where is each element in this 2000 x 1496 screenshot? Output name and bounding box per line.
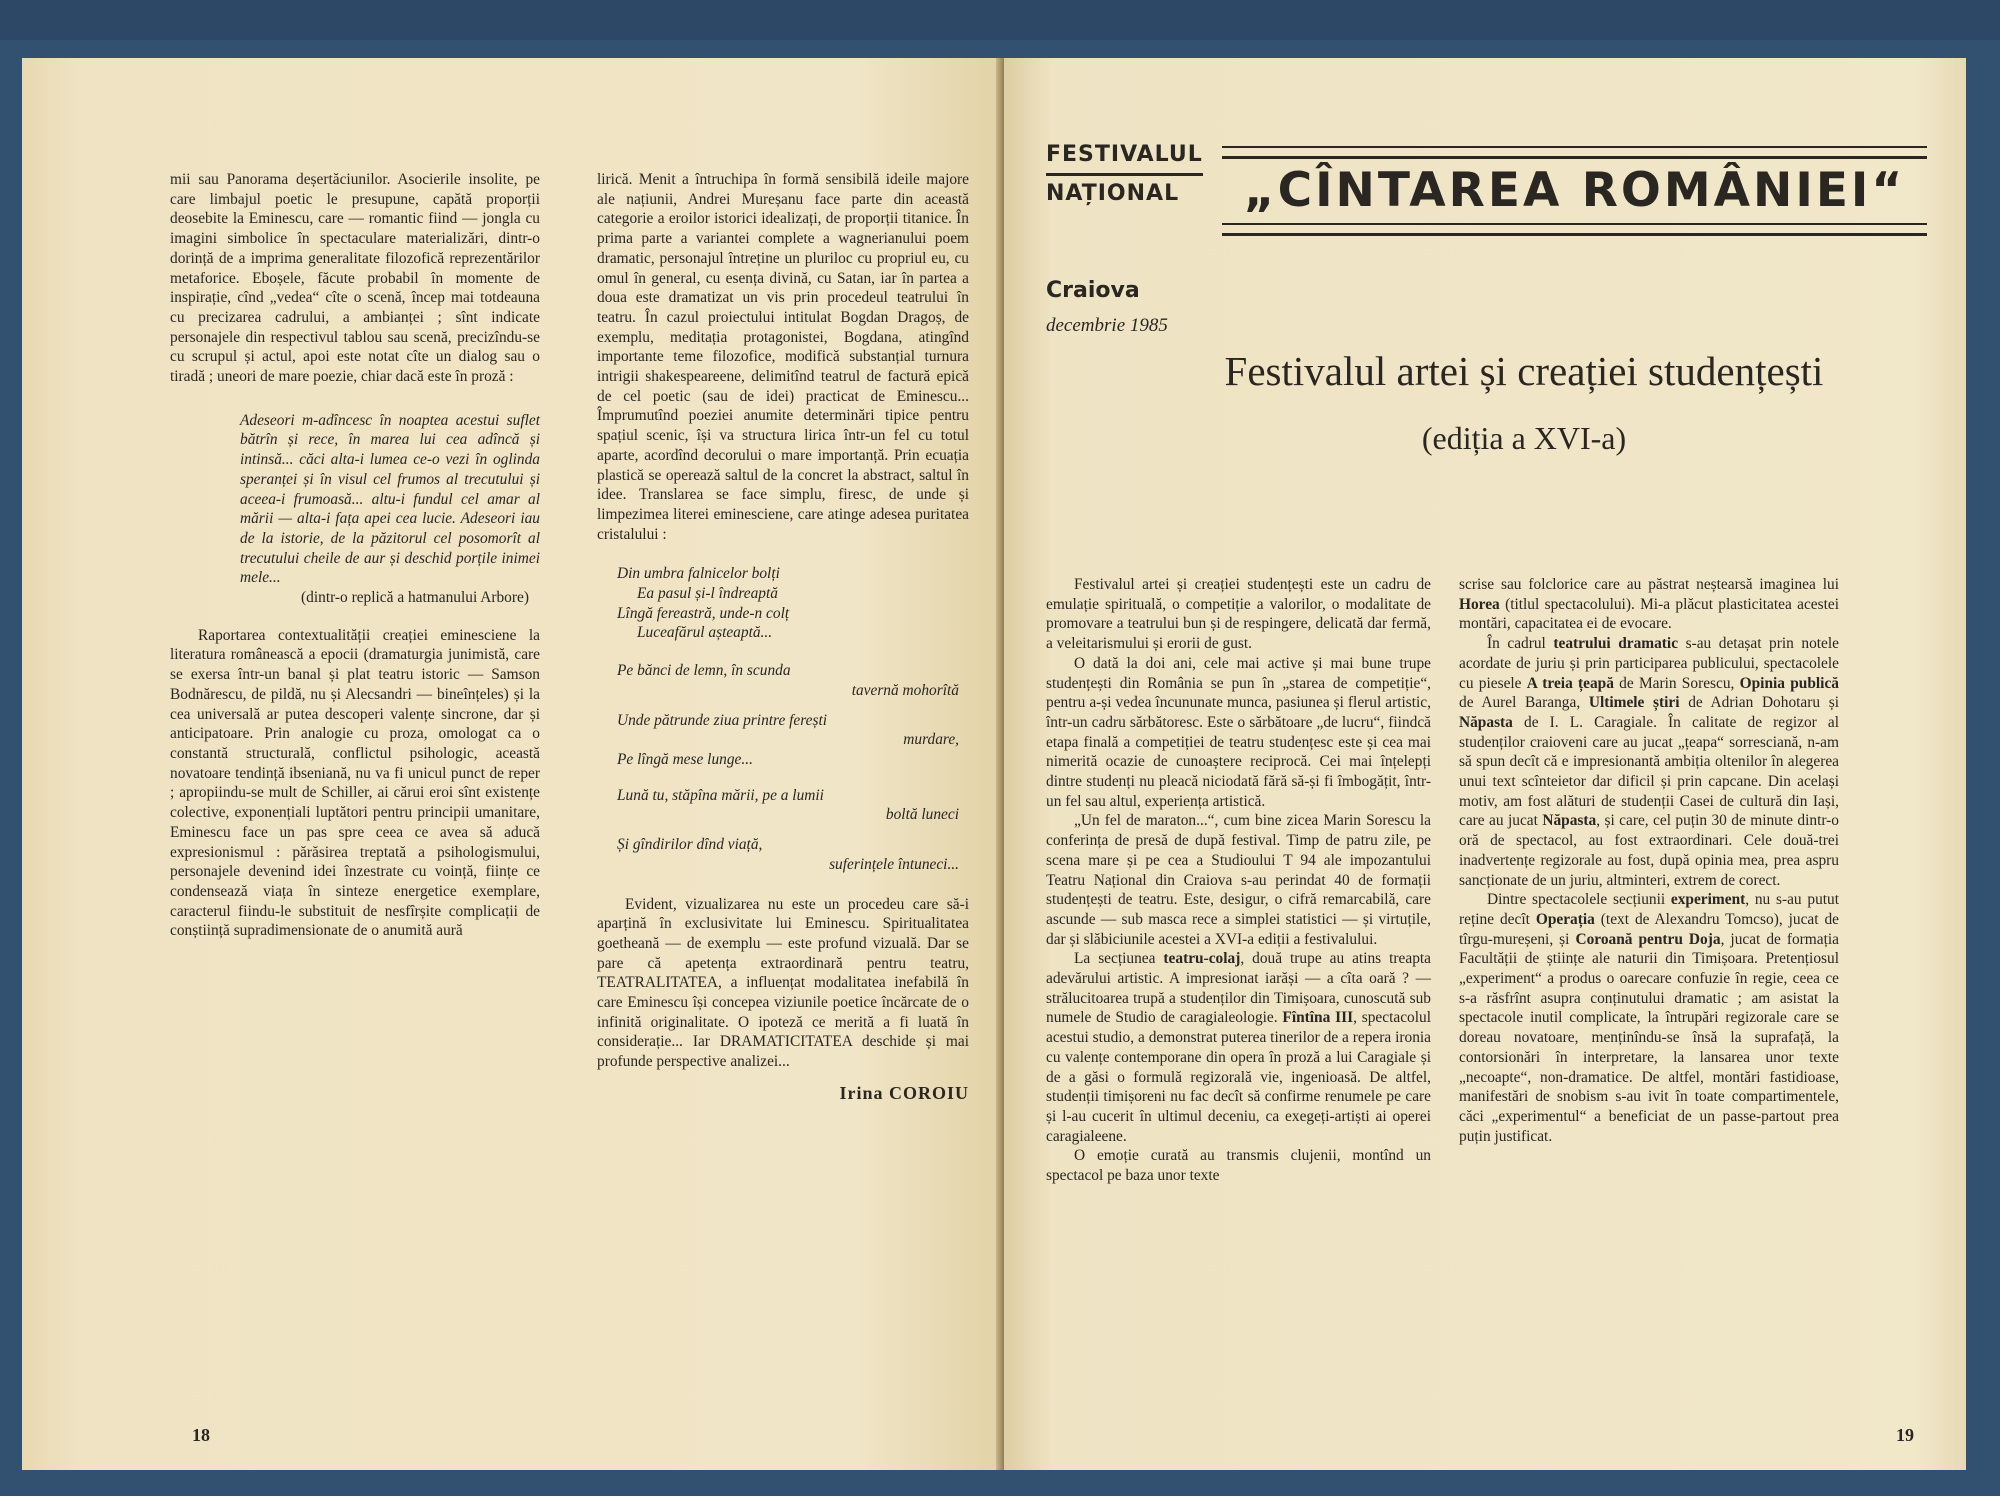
text-run: de Aurel Baranga, <box>1459 694 1589 712</box>
banner-line: NAȚIONAL <box>1046 181 1180 206</box>
paragraph <box>1459 634 1839 890</box>
left-column-1 <box>170 170 540 941</box>
quote-text: Adeseori m-adîncesc în noaptea acestui suflet bătrîn și rece, în marea lui cea adîncă și intinsă... căci alta-i lumea ce-o vezi în oglinda speranței și în visul cel frumos al trecutului și aceea-i frumoasă... altu-i fundul cel amar al mării — alta-i fața apei cea lucie. Adeseori iau de la istorie, de la păzitorul cel posomorît al trecutului cheile de aur și deschid porțile inimei mele... <box>240 411 540 587</box>
article-subheadline: (ediția a XVI-a) <box>1421 420 1627 456</box>
left-page <box>22 58 1002 1470</box>
poem-line: Lîngă fereastră, unde-n colț <box>617 604 790 622</box>
paragraph: O emoție curată au transmis clujenii, montînd un spectacol pe baza unor texte <box>1046 1147 1431 1185</box>
banner-rule <box>1222 223 1927 236</box>
left-column-2 <box>597 170 969 1104</box>
text-run: , spectacolul acestui studio, a demonstrat puterea tinerilor de a repera ironia cu valențe contemporane din opera în proză a lui Caragiale și de a găsi o formulă regizorală vie, ingenioasă. De altfel, studenții timișoreni nu fac decît să confirme renumele pe care și l-au cucerit în ultimul deceniu, ca exegeți-artiști ai operei caragialeene. <box>1046 1009 1431 1145</box>
poem-line: Din umbra falnicelor bolți <box>617 565 780 583</box>
text-run-bold: Operația <box>1535 910 1595 928</box>
text-run-bold: teatru-colaj <box>1163 950 1241 968</box>
page-number: 19 <box>1896 1425 1914 1445</box>
text-run-bold: Horea <box>1459 595 1500 613</box>
poem-line: boltă luneci <box>885 806 959 824</box>
paragraph <box>1046 949 1431 1146</box>
paragraph <box>1459 890 1839 1146</box>
festival-banner-label <box>1046 140 1203 209</box>
text-run: În cadrul <box>1487 635 1554 653</box>
text-run: (titlul spectacolului). Mi-a plăcut plasticitatea acestei montări, capacitatea ei de evocare. <box>1459 595 1839 633</box>
paragraph: O dată la doi ani, cele mai active și mai bune trupe studențești din România se pun în „starea de competiție“, pentru a-și vedea încununate munca, pasiunea și flerul artistic, într-un cadru sărbătoresc. Este o sărbătoare „de lucru“, fiindcă etapa finală a competiției de teatru studențesc este și cea mai nimerită ocazie de cunoaștere reciprocă. Cei mai înțelepți dintre studenți nu pleacă niciodată fără să-și fi îmbogățit, într-un fel sau altul, experiența artistică. <box>1046 654 1431 810</box>
paragraph: „Un fel de maraton...“, cum bine zicea Marin Sorescu la conferința de presă de după festival. Timp de patru zile, pe scena mare și pe cea a Studioului T 94 ale impozantului Teatru Național din Craiova s-au perindat 40 de formații studențești de teatru. Este, desigur, o cifră remarcabilă, care ascunde — sub masca rece a simplei statistici — și virtuțile, dar și slăbiciunile acestei a XVI-a ediții a festivalului. <box>1046 812 1431 948</box>
paragraph: mii sau Panorama deșertăciunilor. Asociеrile insolite, pe care limbajul poetic le presupune, capătă proporții deosebite la Eminescu, care — romantic fiind — jonglа cu imagini simbolice în spectaculare materializări, dintr-o dorință de a imprima generalitate filozofică reprezentărilor metaforice. Eboșele, făcute probabil în momente de inspirație, cînd „vedea“ cîte o scenă, încep mai totdeauna cu precizarea cadrului, a ambianței ; sînt indicate personajele din respectivul tablou sau scenă, precizîndu-se cu scrupul și actul, apoi este notat cîte un dialog sau o tiradă ; uneori de mare poezie, chiar dacă este în proză : <box>170 171 540 386</box>
poem-line: Și gîndirilor dînd viață, <box>617 836 763 854</box>
poem-block <box>617 564 959 874</box>
banner-rule <box>1222 146 1927 159</box>
poem-line: Unde pătrunde ziua printre ferești <box>617 711 828 729</box>
text-run-bold: Ultimele știri <box>1588 694 1680 712</box>
quote-attribution: (dintr-o replică a hatmanului Arbore) <box>301 589 529 607</box>
text-run: de Marin Sorescu, <box>1613 674 1740 692</box>
poem-line: Luceafărul așteaptă... <box>637 624 773 642</box>
text-run: La secțiunea <box>1074 950 1164 968</box>
right-page <box>1004 58 1966 1470</box>
text-run-bold: Opinia publică <box>1739 674 1839 692</box>
paragraph: Festivalul artei și creației studențești este un cadru de emulație spirituală, o competiție a valorilor, o modalitate de promovare a teatrului bun și de respingere, delicată dar fermă, a veleitarismului și erorii de gust. <box>1046 576 1431 653</box>
text-run: , două trupe au atins treapta adevărului artistic. A impresionat iarăși — a cîta oară ? — strălucitoarea trupă a studenților din Timișoara, cunoscută sub numele de Studio de caragialeologie. <box>1046 950 1431 1027</box>
article-date: decembrie 1985 <box>1046 315 1168 336</box>
text-run: Dintre spectacolele secțiunii <box>1487 891 1671 909</box>
banner-line: FESTIVALUL <box>1046 142 1203 167</box>
text-run-bold: Coroană pentru Doja <box>1575 930 1721 948</box>
poem-line: Pe bănci de lemn, în scunda <box>617 662 791 680</box>
text-run: , jucat de formația Facultății de științe ale naturii din Timișoara. Pretențiosul „experiment“ a produs o oarecare confuzie în regie, ceea ce s-a răsfrînt asupra conținutului dramatic ; am asistat la spectacole inutil complicate, la întrupări regizorale care se doreau novatoare, menținîndu-se însă la suprafață, la contorsionări în interpretare, la lansarea unor texte „necoapte“, non-dramatice. De altfel, montări fastidioase, manifestări de snobism s-au ivit în toate compartimentele, căci „experimentul“ a beneficiat de un passe-partout prea puțin justificat. <box>1459 930 1839 1145</box>
text-run: , nu s-au putut reține decît <box>1459 891 1840 928</box>
text-run: (text de Alexandru Tomcso), jucat de tîrgu-mureșeni, și <box>1459 910 1839 948</box>
quote-block <box>240 411 540 608</box>
right-column-2 <box>1459 575 1839 1146</box>
banner-rule <box>1046 173 1203 176</box>
text-run-bold: A treia țeapă <box>1526 674 1614 692</box>
text-run-bold: Fîntîna III <box>1282 1009 1354 1027</box>
text-run: s-au detașat prin notele acordate de juriu și prin participarea publicului, spectacolele cu piesele <box>1459 635 1839 692</box>
paragraph: Evident, vizualizarea nu este un procedeu care să-i aparțină în exclusivitate lui Eminescu. Spiritualitatea goetheană — de exemplu — este profund vizuală. Dar se pare că apetența extraordinară pentru teatru, TEATRALITATEA, a influențat modalitatea inefabilă în care Eminescu își concepea viziunile poetice încărcate de o infinită originalitate. O ipoteză ce merită a fi luată în considerație... Iar DRAMATICITATEA deschide și mai profunde perspective analizei... <box>597 895 969 1071</box>
poem-line: Lună tu, stăpîna mării, pe a lumii <box>617 786 824 804</box>
text-run: scrise sau folclorice care au păstrat neștearsă imaginea lui <box>1459 576 1839 593</box>
banner-title-text: „CÎNTAREA ROMÂNIEI“ <box>1243 163 1906 218</box>
poem-line: Pe lîngă mese lunge... <box>617 750 753 768</box>
festival-banner-title <box>1222 144 1927 238</box>
article-city: Craiova <box>1046 278 1140 303</box>
paragraph: lirică. Menit a întruchipa în formă sensibilă ideile majore ale națiunii, Andrei Mureșanu face parte din această categorie a eroilor istorici idealizați, de proporții titanice. În prima parte a variantei complete a wagnerianului poem dramatic, personajul întreține un pluriloc cu propriul eu, cu omul în general, cu esența divină, cu Satan, iar în partea a doua este dramatizat un vis prin procedeul teatrului în teatru. În cazul proiectului intitulat Bogdan Dragoș, de exemplu, meditația protagonistei, Bogdana, atingînd importante teme filozofice, modifică substanțial turnura intrigii shakespeareene, delimitînd teatrul de factură epică de cel poetic (sau de idei) practicat de Eminescu... Împrumutînd poeziei anumite determinări tipice pentru spațiul scenic, își va structura lirica într-un fel cu totul aparte, acordînd decorului o mare importanță. Prin ecuația plastică se operează saltul de la concret la abstract, saltul în idee. Translarea se face simplu, firesc, de unde și limpezimea literei eminesciene, care atinge adesea puritatea cristalului : <box>597 171 969 543</box>
text-run-bold: teatrului dramatic <box>1553 635 1679 653</box>
text-run: de I. L. Caragiale. În calitate de regizor al studenților craioveni care au jucat „țeapa“ sorresciană, n-am să spun decît că e impresionantă ambiția oltenilor în alegerea unui text scînteietor dar dificil și prin capcane. Din același motiv, am fost alături de studenții Casei de cultură din Iași, care au jucat <box>1459 713 1839 830</box>
poem-line: murdare, <box>903 731 959 749</box>
page-number: 18 <box>192 1425 210 1445</box>
right-column-1 <box>1046 575 1431 1186</box>
paragraph: Raportarea contextualității creației eminesciene la literatura românească a epocii (dramaturgia junimistă, care se exersa într-un banal și plat teatru istoric — Samson Bodnărescu, de pildă, nu și Alecsandri — bineînțeles) și la cea universală ar putea descoperi valențe sincrone, dar și anticipatoare. Prin analogie cu proza, omologat ca o constantă structurală, conflictul psihologic, această novatoare tendință ibseniană, nu va fi unicul punct de reper ; apropiindu-se mult de Schiller, ai cărui eroi sînt existențe colective, exponențiali luptători pentru principii umanitare, Eminescu face un pas spre ceea ce avea să aducă expresionismul : părăsirea treptată a psihologismului, personajele devenind idei înzestrate cu voință, ființe ce condensează viața în sinteze energetice exemplare, caracterul fiindu-le substituit de nesfîrșite complicații de conștiință supradimensionate de o anumită aură <box>170 626 540 940</box>
poem-line: Ea pasul și-l îndreaptă <box>637 585 778 603</box>
text-run: , și care, cel puțin 30 de minute dintr-o oră de spectacol, au fost extraordinari. Cele două-trei inadvertențe regizorale au fost, după opinia mea, prea aspru sancționate de un juriu, altminteri, extrem de corect. <box>1459 812 1839 889</box>
text-run: de Adrian Dohotaru și <box>1679 694 1839 712</box>
paragraph <box>1459 575 1839 634</box>
text-run-bold: Năpasta <box>1459 713 1513 731</box>
text-run-bold: experiment <box>1670 891 1746 909</box>
poem-line: suferințele întuneci... <box>829 855 959 873</box>
article-headline: Festivalul artei și creației studențești <box>1224 348 1824 394</box>
author-signature: Irina COROIU <box>839 1082 969 1103</box>
text-run-bold: Năpasta <box>1542 812 1597 830</box>
poem-line: tavernă mohorîtă <box>851 681 959 699</box>
